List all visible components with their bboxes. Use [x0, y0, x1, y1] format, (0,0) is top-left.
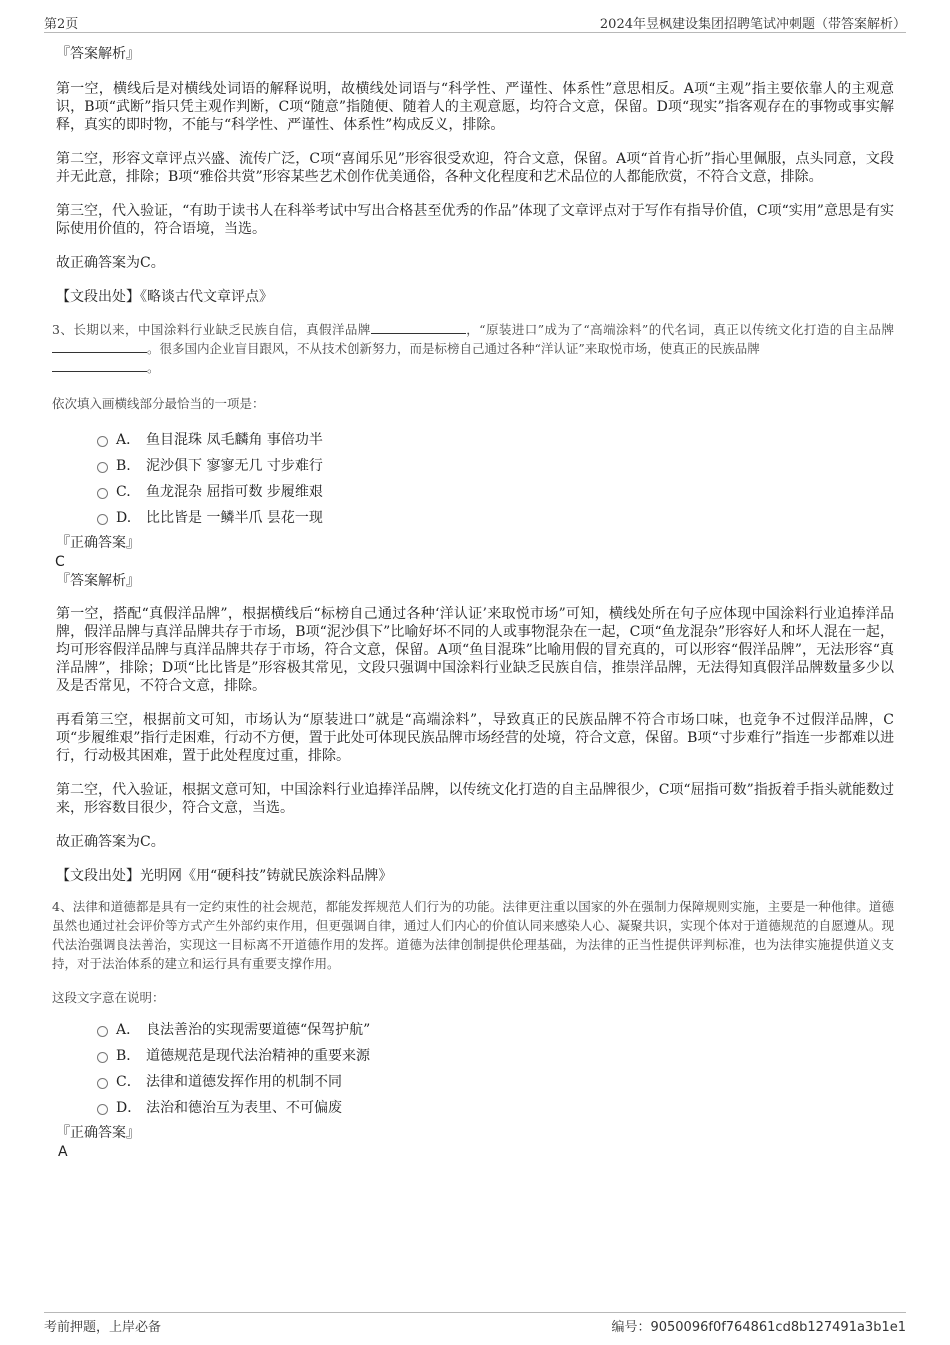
analysis-paragraph: 第二空，形容文章评点兴盛、流传广泛，C项“喜闻乐见”形容很受欢迎，符合文意，保留。A项“首肯心折”指心里佩服，点头同意，文段并无此意，排除；B项“雅俗共赏”形容某些艺术创作优美通俗，各种文化程度和艺术品位的人都能欣赏，不符合文意，排除。 — [56, 151, 894, 185]
correct-answer-label: 『正确答案』 — [56, 535, 140, 551]
option-b[interactable]: B. 泥沙俱下 寥寥无几 寸步难行 — [56, 453, 894, 479]
answer-conclusion: 故正确答案为C。 — [56, 255, 165, 271]
analysis-paragraph: 再看第三空，根据前文可知，市场认为“原装进口”就是“高端涂料”，导致真正的民族品牌不符合市场口味，也竞争不过假洋品牌，C项“步履维艰”指行走困难，行动不方便，置于此处可体现民族品牌市场经营的处境，符合文意，保留。B项“寸步难行”指连一步都难以进行，行动极其困难，置于此处程度过重，排除。 — [56, 712, 894, 764]
option-list — [56, 427, 894, 531]
passage-source: 【文段出处】光明网《用“硬科技”铸就民族涂料品牌》 — [56, 868, 393, 884]
page-header — [44, 10, 906, 33]
option-c[interactable]: C. 鱼龙混杂 屈指可数 步履维艰 — [56, 479, 894, 505]
radio-button[interactable] — [97, 488, 108, 499]
document-code: 编号：9050096f0f764861cd8b127491a3b1e1 — [611, 1320, 906, 1335]
option-c[interactable]: C． 法律和道德发挥作用的机制不同 — [56, 1069, 894, 1095]
analysis-paragraph: 第二空，代入验证，根据文意可知，中国涂料行业追捧洋品牌，以传统文化打造的自主品牌很少，C项“屈指可数”指扳着手指头就能数过来，形容数目很少，符合文意，当选。 — [56, 782, 894, 816]
radio-button[interactable] — [97, 1078, 108, 1089]
passage-source: 【文段出处】《略谈古代文章评点》 — [56, 289, 273, 305]
analysis-paragraph: 第一空，搭配“真假洋品牌”，根据横线后“标榜自己通过各种‘洋认证’来取悦市场”可知，横线处所在句子应体现中国涂料行业追捧洋品牌，假洋品牌与真洋品牌共存于市场，B项“泥沙俱下”比喻好坏不同的人或事物混杂在一起，C项“鱼龙混杂”形容好人和坏人混在一起，均可形容假洋品牌与真洋品牌共存于市场，符合文意，保留。A项“鱼目混珠”比喻用假的冒充真的，可以形容“假洋品牌”，无法形容“真洋品牌”，排除；D项“比比皆是”形容极其常见，文段只强调中国涂料行业缺乏民族自信，推崇洋品牌，无法得知真假洋品牌数量多少以及是否常见，不符合文意，排除。 — [56, 606, 894, 694]
fill-blank — [52, 359, 147, 372]
radio-button[interactable] — [97, 514, 108, 525]
option-list — [56, 1017, 894, 1121]
radio-button[interactable] — [97, 1104, 108, 1115]
page-content — [52, 44, 894, 1161]
analysis-label: 『答案解析』 — [56, 573, 140, 589]
page-number: 第2页 — [44, 17, 79, 32]
fill-blank — [52, 340, 147, 353]
correct-answer-label: 『正确答案』 — [56, 1125, 140, 1141]
footer-slogan: 考前押题，上岸必备 — [44, 1320, 162, 1335]
question-stem: 3、长期以来，中国涂料行业缺乏民族自信，真假洋品牌 ，“原装进口”成为了“高端涂料”的代名词，真正以传统文化打造的自主品牌。很多国内企业盲目跟风，不从技术创新努力，而是标榜自己通过各种“洋认证”来取悦市场，使真正的民族品牌 。 — [52, 322, 894, 375]
option-a[interactable]: A． 鱼目混珠 凤毛麟角 事倍功半 — [56, 427, 894, 453]
radio-button[interactable] — [97, 436, 108, 447]
analysis-label: 『答案解析』 — [56, 46, 140, 62]
correct-answer: A — [58, 1144, 68, 1160]
analysis-paragraph: 第一空，横线后是对横线处词语的解释说明，故横线处词语与“科学性、严谨性、体系性”意思相反。A项“主观”指主要依靠人的主观意识，B项“武断”指只凭主观作判断，C项“随意”指随便、随着人的主观意愿，均符合文意，保留。D项“现实”指客观存在的事物或事实解释，真实的即时物，不能与“科学性、严谨性、体系性”构成反义，排除。 — [56, 81, 894, 133]
analysis-paragraph: 第三空，代入验证，“有助于读书人在科举考试中写出合格甚至优秀的作品”体现了文章评点对于写作有指导价值，C项“实用”意思是有实际使用价值的，符合语境，当选。 — [56, 203, 894, 237]
option-b[interactable]: B． 道德规范是现代法治精神的重要来源 — [56, 1043, 894, 1069]
radio-button[interactable] — [97, 1052, 108, 1063]
answer-conclusion: 故正确答案为C。 — [56, 834, 165, 850]
question-prompt: 这段文字意在说明： — [52, 990, 165, 1005]
radio-button[interactable] — [97, 462, 108, 473]
question-prompt: 依次填入画横线部分最恰当的一项是： — [52, 396, 265, 411]
fill-blank — [371, 321, 466, 334]
radio-button[interactable] — [97, 1026, 108, 1037]
document-title: 2024年昱枫建设集团招聘笔试冲刺题（带答案解析） — [599, 17, 906, 32]
option-a[interactable]: A． 良法善治的实现需要道德“保驾护航” — [56, 1017, 894, 1043]
question-stem: 4、法律和道德都是具有一定约束性的社会规范，都能发挥规范人们行为的功能。法律更注重以国家的外在强制力保障规则实施，主要是一种他律。道德虽然也通过社会评价等方式产生外部约束作用，但更强调自律，通过人们内心的价值认同来感染人心、凝聚共识，实现个体对于道德规范的自愿遵从。现代法治强调良法善治，实现这一目标离不开道德作用的发挥。道德为法律创制提供伦理基础，为法律的正当性提供评判标准，也为法律实施提供道义支持，对于法治体系的建立和运行具有重要支撑作用。 — [52, 899, 894, 971]
option-d[interactable]: D． 法治和德治互为表里、不可偏废 — [56, 1095, 894, 1121]
correct-answer: C — [55, 554, 65, 570]
option-d[interactable]: D. 比比皆是 一鳞半爪 昙花一现 — [56, 505, 894, 531]
page-footer — [44, 1312, 906, 1333]
